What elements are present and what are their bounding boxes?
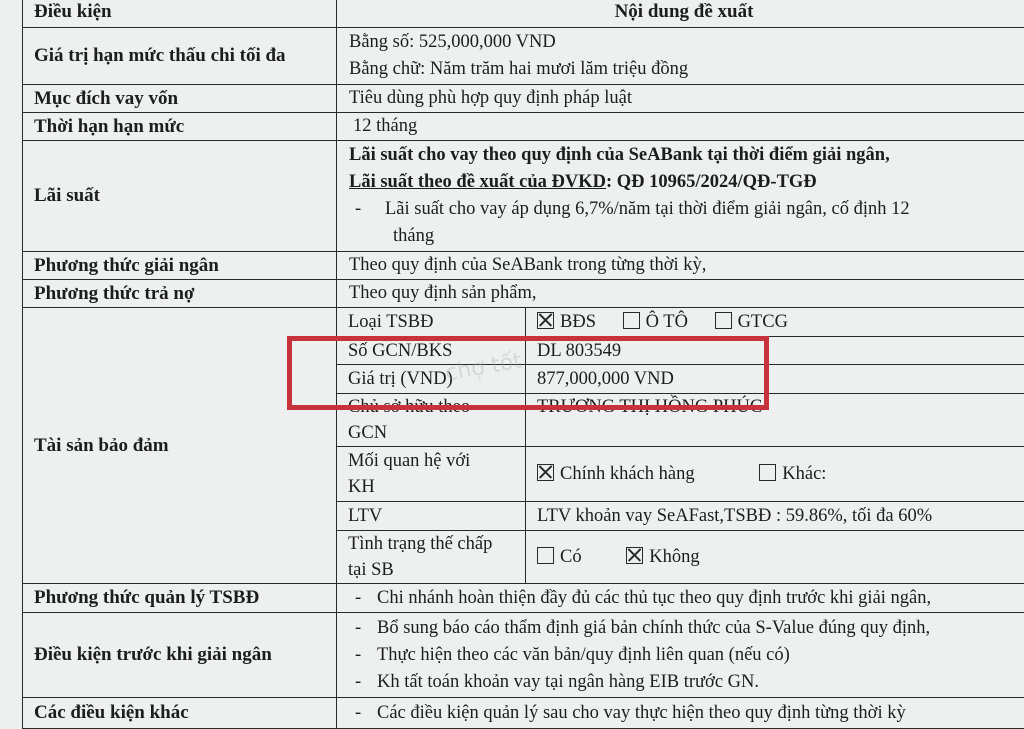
header-content: Nội dung đề xuất xyxy=(337,0,1024,28)
pledge-label-2: tại SB xyxy=(348,557,525,583)
row-disbursement xyxy=(23,252,1024,280)
management-value: Chi nhánh hoàn thiện đầy đủ các thủ tục theo quy định trước khi giải ngân, xyxy=(377,588,931,608)
cert-label: Số GCN/BKS xyxy=(337,337,526,365)
rate-bullet-line2: tháng xyxy=(349,223,1024,250)
option-co[interactable]: Có xyxy=(537,547,582,567)
row-rate xyxy=(23,141,1024,252)
limit-number: Bằng số: 525,000,000 VND xyxy=(349,29,1024,56)
row-other: Các điều kiện khác - Các điều kiện quản lý sau cho vay thực hiện theo quy định từng thời kỳ xyxy=(23,698,1024,729)
management-label: Phương thức quản lý TSBĐ xyxy=(23,584,337,613)
option-gtcg[interactable]: GTCG xyxy=(715,312,788,332)
table-header-row xyxy=(23,0,1024,28)
pledge-label-1: Tình trạng thế chấp xyxy=(348,531,525,557)
rate-bullet-dash: - xyxy=(349,196,385,223)
row-pre-conditions: Điều kiện trước khi giải ngân - Bổ sung báo cáo thẩm định giá bản chính thức của S-Value đúng quy định, - Thực hiện theo các văn bản/quy định liên quan (nếu có) - Kh tất toán khoản vay tại ngân hàng EIB trước GN. xyxy=(23,613,1024,698)
purpose-value: Tiêu dùng phù hợp quy định pháp luật xyxy=(337,85,1024,113)
other-label: Các điều kiện khác xyxy=(23,698,337,729)
disbursement-value: Theo quy định của SeABank trong từng thời kỳ, xyxy=(337,252,1024,280)
rate-proposal-underlined: Lãi suất theo đề xuất của ĐVKD xyxy=(349,172,606,192)
ltv-value: LTV khoản vay SeAFast,TSBĐ : 59.86%, tối đa 60% xyxy=(526,502,1024,531)
relation-label-2: KH xyxy=(348,474,525,500)
row-purpose xyxy=(23,85,1024,113)
header-condition: Điều kiện xyxy=(23,0,337,28)
checkbox-empty-icon[interactable] xyxy=(759,464,776,481)
collateral-pledge-row xyxy=(337,531,1024,584)
checkbox-empty-icon[interactable] xyxy=(623,312,640,329)
rate-label: Lãi suất xyxy=(23,141,337,252)
pre-condition-item: Bổ sung báo cáo thẩm định giá bản chính thức của S-Value đúng quy định, xyxy=(377,618,930,638)
rate-line1: Lãi suất cho vay theo quy định của SeABank tại thời điểm giải ngân, xyxy=(349,142,1024,169)
option-chinh-khach-hang[interactable]: Chính khách hàng xyxy=(537,464,695,484)
collateral-type-row xyxy=(337,308,1024,337)
checkbox-empty-icon[interactable] xyxy=(537,547,554,564)
value-value: 877,000,000 VND xyxy=(526,365,1024,394)
pre-condition-item: Kh tất toán khoản vay tại ngân hàng EIB trước GN. xyxy=(377,672,759,692)
highlight-box xyxy=(287,336,769,410)
checkbox-checked-icon[interactable] xyxy=(537,464,554,481)
collateral-type-label: Loại TSBĐ xyxy=(337,308,526,337)
checkbox-checked-icon[interactable] xyxy=(537,312,554,329)
pre-conditions-label: Điều kiện trước khi giải ngân xyxy=(23,613,337,698)
term-value: 12 tháng xyxy=(337,113,1024,141)
option-khac[interactable]: Khác: xyxy=(759,464,826,484)
row-term xyxy=(23,113,1024,141)
limit-words: Bằng chữ: Năm trăm hai mươi lăm triệu đồng xyxy=(349,56,1024,83)
purpose-label: Mục đích vay vốn xyxy=(23,85,337,113)
row-limit xyxy=(23,28,1024,85)
relation-label-1: Mối quan hệ với xyxy=(348,448,525,474)
collateral-ltv-row xyxy=(337,502,1024,531)
rate-bullet-line1: Lãi suất cho vay áp dụng 6,7%/năm tại thời điểm giải ngân, cố định 12 xyxy=(385,199,910,219)
cert-value: DL 803549 xyxy=(526,337,1024,365)
checkbox-checked-icon[interactable] xyxy=(626,547,643,564)
collateral-relation-row xyxy=(337,447,1024,502)
option-khong[interactable]: Không xyxy=(626,547,699,567)
value-label: Giá trị (VND) xyxy=(337,365,526,394)
term-label: Thời hạn hạn mức xyxy=(23,113,337,141)
limit-label: Giá trị hạn mức thấu chi tối đa xyxy=(23,28,337,85)
rate-decision: : QĐ 10965/2024/QĐ-TGĐ xyxy=(606,172,817,192)
other-value: Các điều kiện quản lý sau cho vay thực hiện theo quy định từng thời kỳ xyxy=(377,703,906,723)
repayment-value: Theo quy định sản phẩm, xyxy=(337,280,1024,308)
watermark: chợ tốt xyxy=(443,348,523,386)
option-bds[interactable]: BĐS xyxy=(537,312,596,332)
row-repayment xyxy=(23,280,1024,308)
collateral-label: Tài sản bảo đảm xyxy=(23,308,337,584)
option-oto[interactable]: Ô TÔ xyxy=(623,312,688,332)
owner-label-2: GCN xyxy=(348,420,525,446)
checkbox-empty-icon[interactable] xyxy=(715,312,732,329)
row-management: Phương thức quản lý TSBĐ - Chi nhánh hoàn thiện đầy đủ các thủ tục theo quy định trước khi giải ngân, xyxy=(23,584,1024,613)
ltv-label: LTV xyxy=(337,502,526,531)
pre-condition-item: Thực hiện theo các văn bản/quy định liên quan (nếu có) xyxy=(377,645,790,665)
repayment-label: Phương thức trả nợ xyxy=(23,280,337,308)
owner-value: TRƯƠNG THỊ HỒNG PHÚC xyxy=(526,394,1024,447)
disbursement-label: Phương thức giải ngân xyxy=(23,252,337,280)
owner-label-1: Chủ sở hữu theo xyxy=(348,394,525,420)
